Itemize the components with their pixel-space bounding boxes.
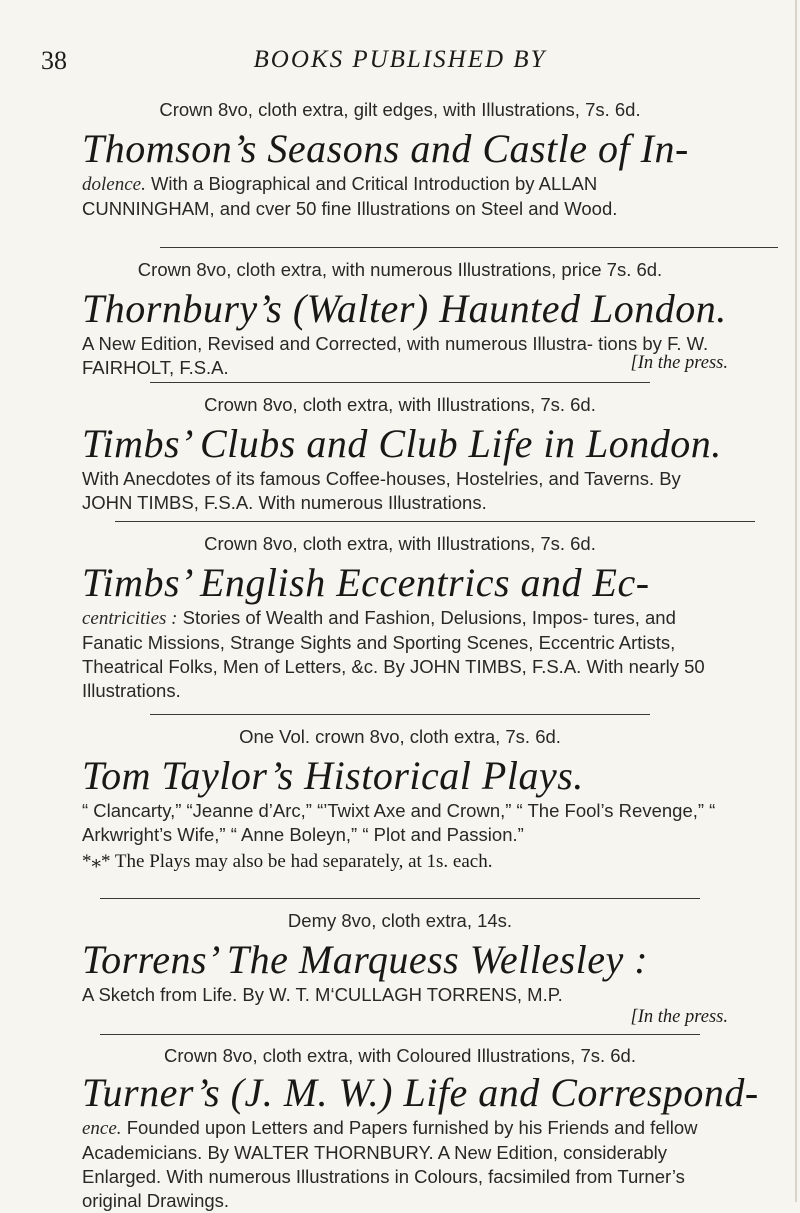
entry-description-text: Founded upon Letters and Papers furnished by his Friends and fellow Academicians. By WALTER THORNBURY. A New Edition, considerably Enlarged. With numerous Illustrations in Colours, facsimiled from Turner’s original Drawings. (82, 1117, 698, 1211)
entry-meta: Demy 8vo, cloth extra, 14s. (287, 910, 513, 931)
section-rule (160, 247, 778, 248)
catalogue-entry (0, 725, 800, 875)
in-press-note: [In the press. (630, 353, 728, 373)
entry-description (82, 606, 730, 703)
entry-description-lead: dolence. (82, 174, 146, 195)
section-rule (115, 521, 755, 522)
entry-description-lead: centricities : (82, 608, 178, 629)
entry-title: Torrens’ The Marquess Wellesley : (82, 937, 649, 982)
catalogue-entry (0, 909, 800, 1027)
entry-description-text: With a Biographical and Critical Introduction by ALLAN CUNNINGHAM, and cver 50 fine Illustrations on Steel and Wood. (82, 173, 618, 219)
entry-title: Turner’s (J. M. W.) Life and Correspond- (82, 1070, 759, 1115)
entry-note: *⁎* The Plays may also be had separately, at 1s. each. (82, 851, 493, 872)
entry-description-text: With Anecdotes of its famous Coffee-houses, Hostelries, and Taverns. By JOHN TIMBS, F.S.A. With numerous Illustrations. (82, 468, 681, 513)
catalogue-entry (0, 1044, 800, 1213)
entry-meta: One Vol. crown 8vo, cloth extra, 7s. 6d. (239, 726, 561, 747)
section-rule (100, 898, 700, 899)
entry-meta: Crown 8vo, cloth extra, with numerous Illustrations, price 7s. 6d. (137, 259, 663, 280)
catalogue-entry (0, 393, 800, 515)
entry-meta: Crown 8vo, cloth extra, with Illustrations, 7s. 6d. (204, 533, 596, 554)
entry-meta: Crown 8vo, cloth extra, with Coloured Illustrations, 7s. 6d. (164, 1045, 636, 1066)
entry-description (82, 1116, 730, 1213)
section-rule (150, 382, 650, 383)
entry-description (82, 467, 730, 515)
entry-title: Tom Taylor’s Historical Plays. (82, 753, 584, 798)
entry-title: Timbs’ Clubs and Club Life in London. (82, 421, 722, 466)
running-title: BOOKS PUBLISHED BY (253, 46, 547, 73)
entry-description (82, 799, 730, 847)
catalogue-entry (0, 532, 800, 703)
entry-description-text: A Sketch from Life. By W. T. M‘CULLAGH TORRENS, M.P. (82, 984, 563, 1005)
page-number: 38 (41, 46, 67, 75)
entry-description-text: Stories of Wealth and Fashion, Delusions, Impos- tures, and Fanatic Missions, Strange Sights and Sporting Scenes, Eccentric Artists, Theatrical Folks, Men of Letters, &c. By JOHN TIMBS, F.S.A. With nearly 50 Illustrations. (82, 607, 705, 701)
in-press-note: [In the press. (630, 1007, 728, 1027)
entry-title: Thomson’s Seasons and Castle of In- (82, 126, 689, 171)
entry-description-text: “ Clancarty,” “Jeanne d’Arc,” “’Twixt Axe and Crown,” “ The Fool’s Revenge,” “ Arkwright’s Wife,” “ Anne Boleyn,” “ Plot and Passion.” (82, 800, 716, 845)
catalogue-entry (0, 258, 800, 380)
section-rule (100, 1034, 700, 1035)
entry-meta: Crown 8vo, cloth extra, with Illustrations, 7s. 6d. (204, 394, 596, 415)
entry-description (82, 983, 730, 1007)
entry-description-text: A New Edition, Revised and Corrected, with numerous Illustra- tions by F. W. FAIRHOLT, F.S.A. (82, 333, 709, 378)
entry-description-lead: ence. (82, 1118, 122, 1139)
entry-description (82, 172, 730, 221)
entry-title: Thornbury’s (Walter) Haunted London. (82, 286, 727, 331)
running-head (0, 46, 800, 82)
catalogue-entry (0, 98, 800, 221)
entry-meta: Crown 8vo, cloth extra, gilt edges, with Illustrations, 7s. 6d. (159, 99, 641, 120)
section-rule (150, 714, 650, 715)
entry-title: Timbs’ English Eccentrics and Ec- (82, 560, 650, 605)
